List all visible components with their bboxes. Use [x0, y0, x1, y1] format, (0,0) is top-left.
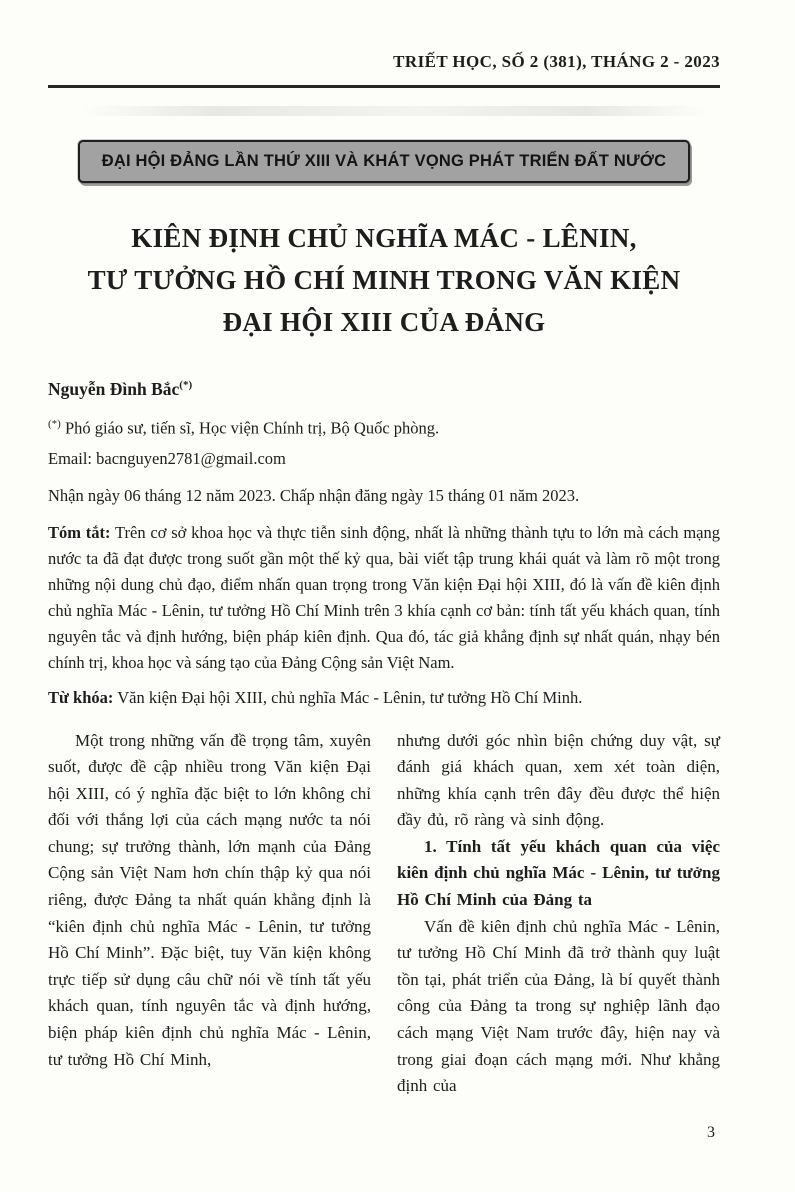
article-title: [48, 217, 720, 343]
section-banner-label: ĐẠI HỘI ĐẢNG LẦN THỨ XIII VÀ KHÁT VỌNG PHÁT TRIỂN ĐẤT NƯỚC: [101, 152, 667, 170]
article-title-line-3: ĐẠI HỘI XIII CỦA ĐẢNG: [222, 307, 546, 337]
author-footnote-marker: (*): [179, 379, 193, 392]
author-email: Email: bacnguyen2781@gmail.com: [48, 448, 286, 468]
author-name: [48, 379, 720, 400]
abstract-text: Trên cơ sở khoa học và thực tiễn sinh động, nhất là những thành tựu to lớn mà cách mạng nước ta đã đạt được trong suốt gần một thế kỷ qua, bài viết tập trung khái quát và làm rõ một trong những nội dung chủ đạo, điểm nhấn quan trọng trong Văn kiện Đại hội XIII, đó là vấn đề kiên định chủ nghĩa Mác - Lênin, tư tưởng Hồ Chí Minh trên 3 khía cạnh cơ bản: tính tất yếu khách quan, tính nguyên tắc và định hướng, biện pháp kiên định. Qua đó, tác giả khẳng định sự nhất quán, nhạy bén chính trị, khoa học và sáng tạo của Đảng Cộng sản Việt Nam.: [48, 522, 720, 672]
page-number: 3: [707, 1124, 715, 1141]
received-accepted-dates: Nhận ngày 06 tháng 12 năm 2023. Chấp nhận đăng ngày 15 tháng 01 năm 2023.: [48, 485, 580, 505]
keywords: [48, 688, 720, 708]
article-title-line-2: TƯ TƯỞNG HỒ CHÍ MINH TRONG VĂN KIỆN: [87, 265, 681, 295]
section-banner: [78, 140, 690, 183]
body-paragraph: Vấn đề kiên định chủ nghĩa Mác - Lênin, tư tưởng Hồ Chí Minh đã trở thành quy luật tồn tại, phát triển của Đảng, là bí quyết thành công của Đảng ta trong sự nghiệp lãnh đạo cách mạng Việt Nam trước đây, hiện nay và trong giai đoạn cách mạng mới. Như khẳng định của: [397, 916, 720, 1096]
body-paragraph-continuation: nhưng dưới góc nhìn biện chứng duy vật, sự đánh giá khách quan, xem xét toàn diện, những khía cạnh trên đây đều được thể hiện đầy đủ, rõ ràng và sinh động.: [397, 730, 720, 830]
abstract: [48, 520, 720, 676]
journal-header: [48, 0, 720, 72]
header-rule: [48, 85, 720, 88]
body-paragraph: Một trong những vấn đề trọng tâm, xuyên suốt, được đề cập nhiều trong Văn kiện Đại hội XIII, có ý nghĩa đặc biệt to lớn không chỉ đối với thắng lợi của cách mạng nước ta nói chung; sự trưởng thành, lớn mạnh của Đảng Cộng sản Việt Nam hơn chín thập kỷ qua nói riêng, được Đảng ta nhất quán khẳng định là “kiên định chủ nghĩa Mác - Lênin, tư tưởng Hồ Chí Minh”. Đặc biệt, tuy Văn kiện không trực tiếp sử dụng câu chữ nói về tính tất yếu khách quan, tính nguyên tắc và định hướng, biện pháp kiên định chủ nghĩa Mác - Lênin, tư tưởng Hồ Chí Minh,: [48, 730, 371, 1069]
right-column: [397, 728, 720, 1100]
keywords-text: Văn kiện Đại hội XIII, chủ nghĩa Mác - Lênin, tư tưởng Hồ Chí Minh.: [117, 687, 583, 707]
left-column: [48, 728, 371, 1100]
journal-issue-line: TRIẾT HỌC, SỐ 2 (381), THÁNG 2 - 2023: [393, 52, 720, 71]
scan-artifact: [48, 106, 720, 116]
body-columns: [48, 728, 720, 1100]
article-title-line-1: KIÊN ĐỊNH CHỦ NGHĨA MÁC - LÊNIN,: [131, 223, 637, 253]
author-affiliation: [48, 418, 720, 439]
section-heading-1: 1. Tính tất yếu khách quan của việc kiên định chủ nghĩa Mác - Lênin, tư tưởng Hồ Chí Minh của Đảng ta: [397, 836, 720, 910]
affiliation-text: Phó giáo sư, tiến sĩ, Học viện Chính trị, Bộ Quốc phòng.: [64, 418, 440, 438]
affiliation-footnote-marker: (*): [48, 418, 61, 430]
keywords-label: Từ khóa:: [48, 687, 114, 707]
abstract-label: Tóm tắt:: [48, 522, 111, 542]
author-name-text: Nguyễn Đình Bắc: [48, 379, 180, 399]
